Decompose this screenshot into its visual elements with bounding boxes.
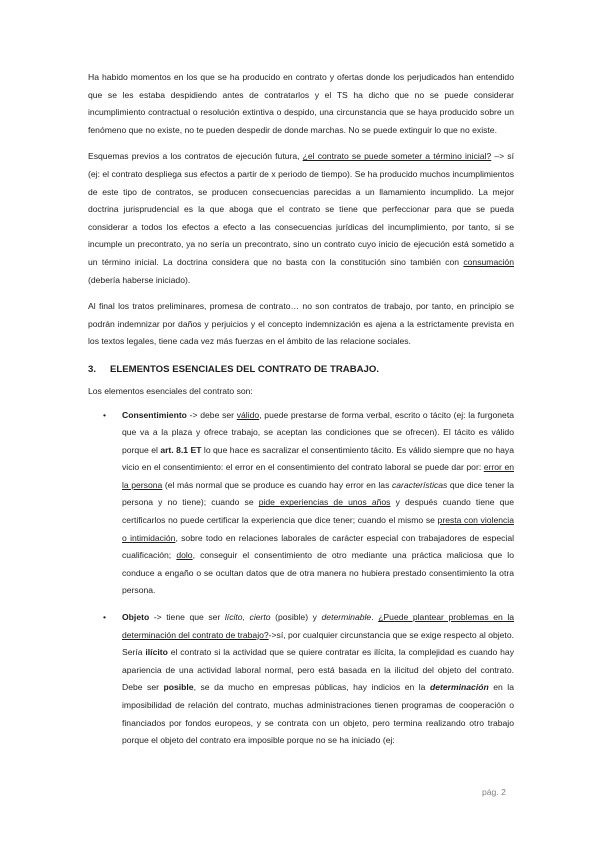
intro-paragraph: Los elementos esenciales del contrato son: [88, 385, 253, 396]
paragraph-termino-inicial: Esquemas previos a los contratos de ejecución futura, ¿el contrato se puede someter a término inicial? –> sí (ej: el contrato despliega sus efectos a partir de x periodo de tiempo). Se ha producido muchos incumplimientos de este tipo de contratos, se producen consecuencias parecidas a un llamamiento incumplido. La mejor doctrina jurisprudencial es la que aboga que el contrato se tiene que perfeccionar para que se pueda considerar a todos los efectos a efecto a las consecuencias jurídicas del incumplimiento, por tanto, si se incumple un precontrato, ya no sería un precontrato, sino un contrato cuyo inicio de ejecución está sometido a un término inicial. La doctrina considera que no basta con la constitución sino también con consumación (debería haberse iniciado). [88, 151, 514, 285]
paragraph-tratos-preliminares: Al final los tratos preliminares, promesa de contrato… no son contratos de trabajo, por tanto, en principio se podrán indemnizar por daños y perjuicios y el concepto indemnización es ajena a la estrictamente prevista en los textos legales, tiene cada vez más fuerzas en el ámbito de las relacione sociales. [88, 301, 514, 347]
underlined-term-consumacion: consumación [463, 256, 514, 267]
list-item-objeto: • Objeto -> tiene que ser lícito, cierto (posible) y determinable. ¿Puede plantear problemas en la determinación del contrato de trabajo?->sí, por cualquier circunstancia que se exige respecto al objeto. Sería ilícito el contrato si la actividad que se quiere contratar es ilícita, la complejidad es cuando hay apariencia de una actividad laboral normal, pero está basada en la ilicitud del objeto del contrato. Debe ser posible, se da mucho en empresas públicas, hay indicios en la determinación en la imposibilidad de relación del contrato, muchas administraciones tienen programas de cooperación o financiados por fondos europeos, y se contrata con un objeto, pero termina realizando otro trabajo porque el objeto del contrato era imposible porque no se ha iniciado (ej: [88, 609, 514, 750]
underlined-question: ¿el contrato se puede someter a término inicial? [302, 151, 492, 162]
bullet-icon: • [103, 409, 107, 420]
page-number: pág. 2 [482, 787, 506, 797]
bullet-icon: • [103, 612, 107, 623]
section-heading: 3. ELEMENTOS ESENCIALES DEL CONTRATO DE TRABAJO. [88, 363, 380, 375]
term-consentimiento: Consentimiento [122, 409, 187, 420]
article-reference: art. 8.1 ET [160, 444, 202, 455]
term-objeto: Objeto [122, 612, 150, 623]
list-item-consentimiento: • Consentimiento -> debe ser válido, puede prestarse de forma verbal, escrito o tácito (ej: la furgoneta que va a la plaza y ofrece trabajo, se aceptan las condiciones que se ofrecen). El tácito es válido porque el art. 8.1 ET lo que hace es sacralizar el consentimiento tácito. Es válido siempre que no haya vicio en el consentimiento: el error en el consentimiento del contrato laboral se puede dar por: error en la persona (el más normal que se produce es cuando hay error en las características que dice tener la persona y no tiene); cuando se pide experiencias de unos años y después cuando tiene que certificarlos no puede certificar la experiencia que dice tener; cuando el mismo se presta con violencia o intimidación, sobre todo en relaciones laborales de carácter especial con trabajadores de especial cualificación; dolo, conseguir el consentimiento de otro mediante una práctica maliciosa que lo conduce a engaño o se ocultan datos que de otra manera no hubiera prestado consentimiento la otra persona. [88, 407, 514, 601]
paragraph-precontrato-despido: Ha habido momentos en los que se ha producido en contrato y ofertas donde los perjudicados han entendido que se les estaba despidiendo antes de contratarlos y el TS ha dicho que no se puede considerar incumplimiento contractual o resolución extintiva o despido, una circunstancia que se haya producido sobre un fenómeno que no existe, no te pueden despedir de donde marchas. No se puede extinguir lo que no existe. [88, 72, 514, 135]
document-body [88, 69, 514, 750]
